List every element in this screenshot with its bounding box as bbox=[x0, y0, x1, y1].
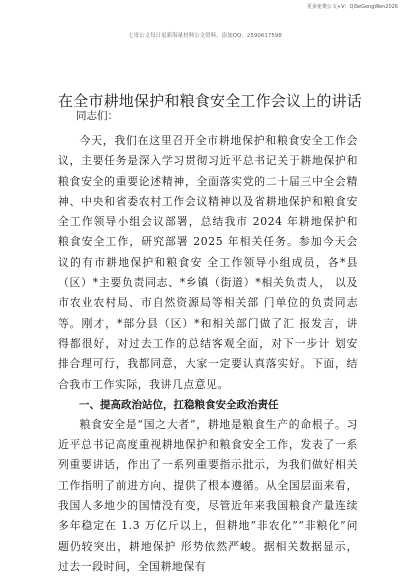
body-paragraph-2: 粮食安全是“国之大者”，耕地是粮食生产的命根子。习近平总书记高度重视耕地保护和粮食安全工作，发表了一系列重要讲话，作出了一系列重要指示批示，为我们做好相关工作指明了前进方向、提供了根本遵循。从全国层面来看，我国人多地少的国情没有变，尽管近年来我国粮食产量连续多年稳定在 1.3 万亿斤以上，但耕地“非农化”“非粮化”问题仍较突出，耕地保护 形势依然严峻。据相关数据显示，过去一段时间，全国耕地保有 bbox=[58, 417, 358, 573]
salutation: 同志们： bbox=[76, 110, 118, 122]
document-title: 在全市耕地保护和粮食安全工作会议上的讲话 bbox=[58, 92, 363, 110]
document-page bbox=[58, 92, 363, 577]
section-heading-1: 一、提高政治站位，扛稳粮食安全政治责任 bbox=[79, 398, 279, 411]
download-banner: 更多免费公文+V：QiSeGongWen2026 bbox=[306, 4, 398, 10]
body-paragraph-1: 今天，我们在这里召开全市耕地保护和粮食安全工作会议，主要任务是深入学习贯彻习近平总书记关于耕地保护和粮食安全的重要论述精神，全面落实党的二十届三中全会精神、中央和省委农村工作会议精神以及省耕地保护和粮食安全工作领导小组会议部署，总结我市 2024 年耕地保护和粮食安全工作，研究部署 2025 年相关任务。参加今天会议的有市耕地保护和粮食安 全工作领导小组成员，各*县（区）*主要负责同志、*乡镇（街道）*相关负责人， 以及市农业农村局、市自然资源局等相关部 门单位的负责同志等。刚才，*部分县（区）*和相关部门做了汇 报发言，讲得都很好，对过去工作的总结客观全面，对下一步计 划安排合理可行，我都同意，大家一定要认真落实好。下面，结 合我市工作实际，我讲几点意见。 bbox=[58, 134, 358, 391]
source-notice: 七哥公文每日更新海量材料公文资料，添加QQ：2590617598 bbox=[128, 33, 282, 39]
